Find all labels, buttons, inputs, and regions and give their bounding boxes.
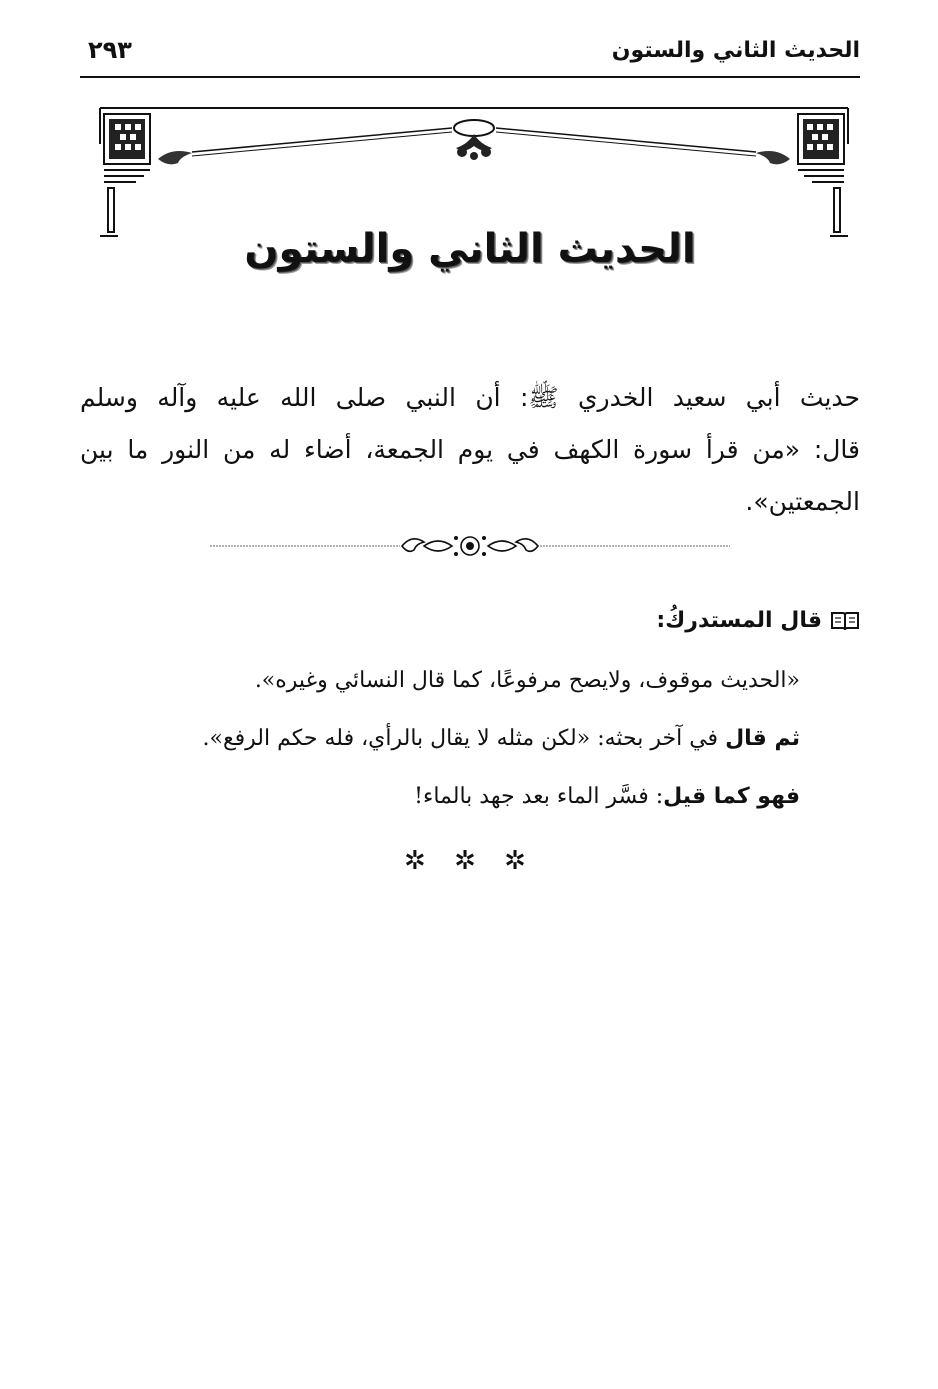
hadith-line: قال: «من قرأ سورة الكهف في يوم الجمعة، أضاء له من النور ما بين (80, 435, 860, 464)
commentary-section (100, 608, 860, 826)
chapter-title: الحديث الثاني والستون (244, 226, 696, 272)
end-marks: ✲ ✲ ✲ (404, 846, 536, 876)
commentary-line (100, 768, 860, 826)
commentary-line (100, 652, 860, 710)
floral-divider (210, 530, 730, 562)
center-medallion (454, 120, 494, 160)
left-corner-ornament (100, 114, 192, 236)
commentary-lead: ثم قال (725, 726, 800, 751)
page-number: ٢٩٣ (88, 36, 132, 64)
commentary-lead: فهو كما قيل (663, 784, 800, 809)
open-book-icon (830, 610, 860, 632)
commentary-text: في آخر بحثه: «لكن مثله لا يقال بالرأي، فله حكم الرفع». (202, 726, 726, 751)
right-corner-ornament (756, 114, 848, 236)
hadith-text (80, 372, 860, 528)
hadith-line: حديث أبي سعيد الخدري ﷺ: أن النبي صلى الله عليه وآله وسلم (80, 383, 860, 412)
commentary-heading-text: قال المستدركُ: (656, 608, 822, 633)
commentary-line (100, 710, 860, 768)
commentary-quote: «الحديث موقوف، ولايصح مرفوعًا، كما قال النسائي وغيره». (254, 668, 800, 693)
running-header (80, 34, 860, 72)
header-rule (80, 76, 860, 78)
running-title: الحديث الثاني والستون (611, 38, 860, 63)
hadith-line: الجمعتين». (745, 487, 860, 516)
commentary-text: : فسَّر الماء بعد جهد بالماء! (414, 784, 664, 809)
commentary-heading (100, 608, 860, 652)
